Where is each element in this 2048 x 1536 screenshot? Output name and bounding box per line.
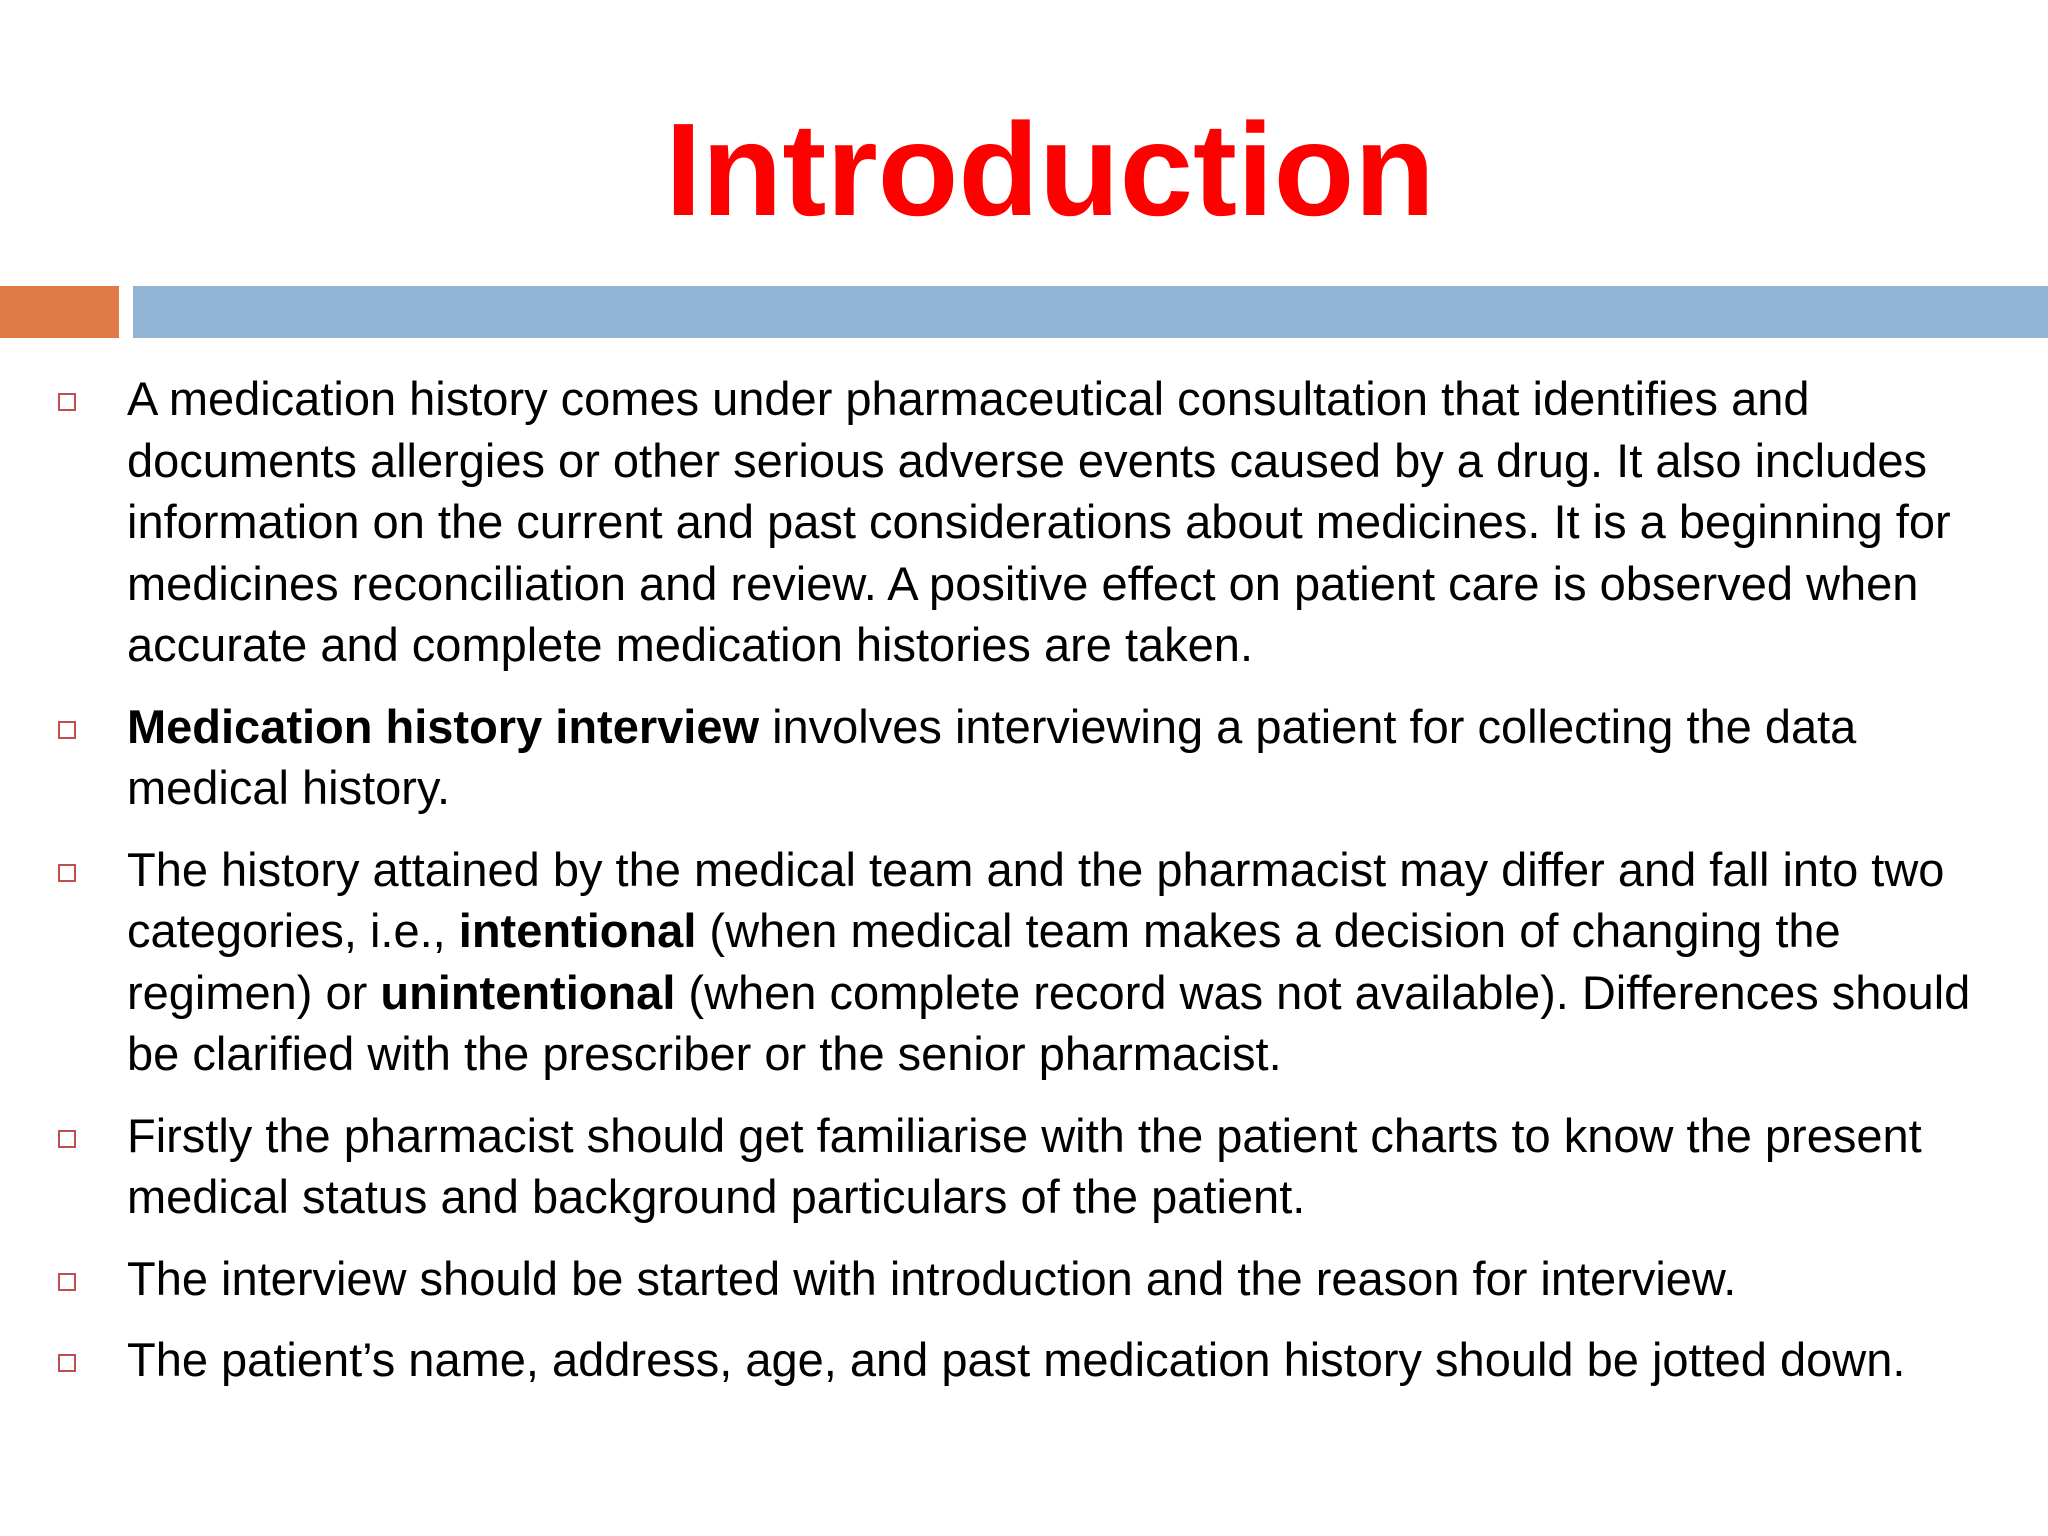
bullet-text xyxy=(127,696,2028,819)
hollow-square-icon xyxy=(58,721,76,739)
bullet-text xyxy=(127,839,2028,1085)
bold-term: unintentional xyxy=(380,965,676,1019)
text-segment: The interview should be started with introduction and the reason for interview. xyxy=(127,1251,1737,1305)
title-divider-bar xyxy=(133,286,2048,338)
bullet-text xyxy=(127,1105,2028,1228)
bullet-item xyxy=(0,1248,2048,1310)
bullet-item xyxy=(0,839,2048,1085)
text-segment: (when complete record was not available). Differences should be clarified with the prescriber or the senior pharmacist. xyxy=(127,965,1971,1080)
bullet-item xyxy=(0,368,2048,676)
bold-term: intentional xyxy=(458,904,697,957)
text-segment: The patient’s name, address, age, and past medication history should be jotted down. xyxy=(127,1333,1906,1386)
bullet-text xyxy=(127,368,2028,676)
title-accent-bar xyxy=(0,286,119,338)
text-segment: The history attained by the medical team and the pharmacist may differ and fall into two categories, i.e., xyxy=(127,842,1945,957)
hollow-square-icon xyxy=(58,1130,76,1148)
bullet-item xyxy=(0,696,2048,819)
text-segment: A medication history comes under pharmaceutical consultation that identifies and documents allergies or other serious adverse events caused by a drug. It also includes information on the current and past considerations about medicines. It is a beginning for medicines reconciliation and review. A positive effect on patient care is observed when accurate and complete medication histories are taken. xyxy=(127,372,1951,671)
bullet-text xyxy=(127,1329,2028,1391)
text-segment: involves interviewing a patient for collecting the data medical history. xyxy=(127,699,1857,814)
bullet-list xyxy=(0,368,2048,1411)
hollow-square-icon xyxy=(58,393,76,411)
hollow-square-icon xyxy=(58,1354,76,1372)
text-segment: Firstly the pharmacist should get familiarise with the patient charts to know the present medical status and background particulars of the patient. xyxy=(127,1108,1922,1223)
text-segment: (when medical team makes a decision of changing the regimen) or xyxy=(127,904,1841,1019)
hollow-square-icon xyxy=(58,864,76,882)
bullet-item xyxy=(0,1329,2048,1391)
bullet-text xyxy=(127,1248,2028,1310)
bold-term: Medication history interview xyxy=(127,699,760,753)
hollow-square-icon xyxy=(58,1273,76,1291)
bullet-item xyxy=(0,1105,2048,1228)
slide-title: Introduction xyxy=(665,96,1435,243)
